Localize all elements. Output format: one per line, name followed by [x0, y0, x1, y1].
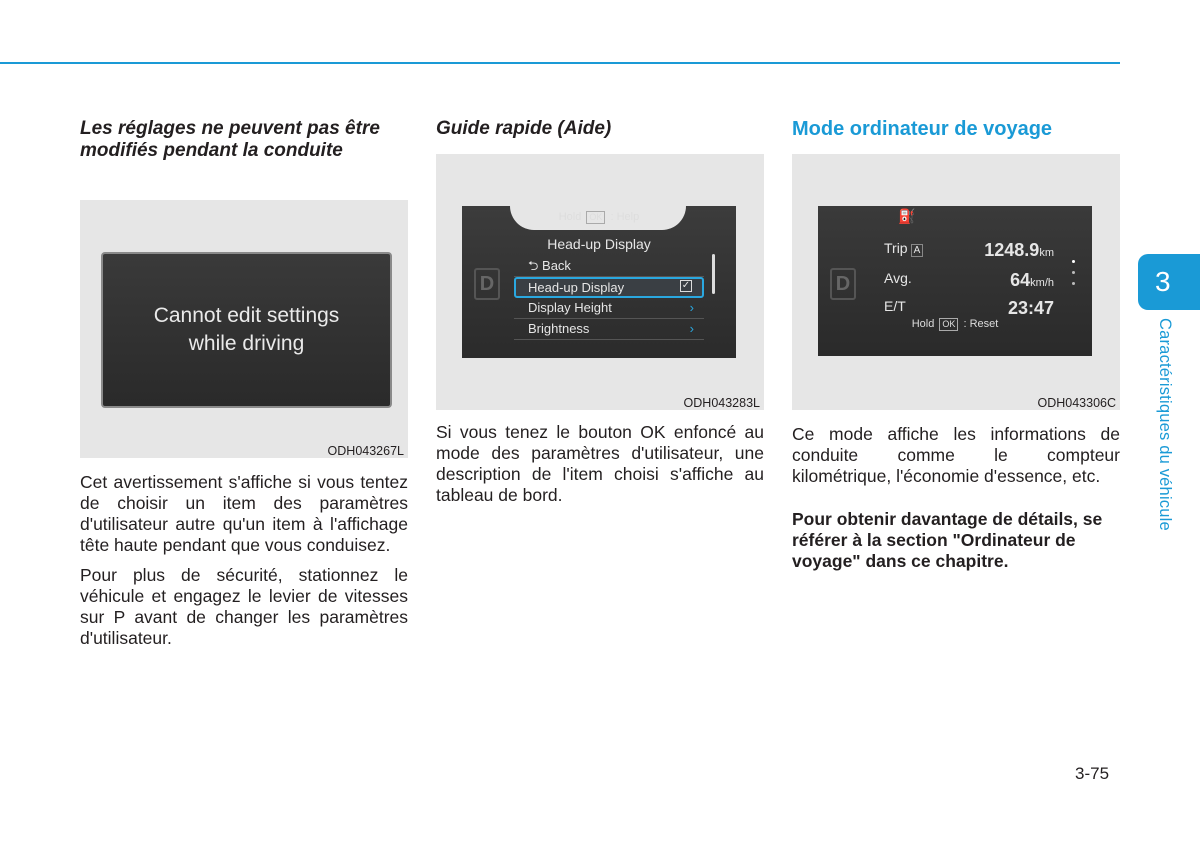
hold-ok-help [462, 211, 736, 224]
avg-value: 64 [1010, 270, 1031, 290]
trip-value: 1248.9 [984, 240, 1040, 260]
figure-quick-help [436, 154, 764, 410]
gear-indicator: D [830, 268, 856, 300]
cluster-warning-screen [101, 252, 392, 408]
chevron-right-icon: › [689, 300, 694, 315]
settings-menu [514, 256, 704, 340]
figure-code: ODH043283L [683, 396, 760, 410]
menu-item-label: Brightness [528, 321, 590, 336]
menu-item-back [514, 256, 704, 277]
avg-label: Avg. [884, 270, 912, 286]
column-3 [792, 118, 1120, 140]
page-indicator [1072, 260, 1076, 293]
chapter-tab: 3 [1138, 254, 1200, 310]
et-value: 23:47 [1007, 298, 1054, 318]
heading-trip-computer-mode: Mode ordinateur de voyage [792, 118, 1053, 140]
warning-line-1: Cannot edit settings [153, 304, 340, 327]
paragraph: Ce mode affiche les informations de conduite comme le compteur kilométrique, l'économie d'essence, etc. [792, 424, 1120, 486]
column-2-body [436, 422, 764, 515]
gear-indicator: D [474, 268, 500, 300]
trip-unit: km [1039, 247, 1054, 259]
menu-item-head-up-display [514, 277, 704, 298]
chapter-title [1152, 318, 1174, 558]
checkbox-icon: ✓ [681, 280, 691, 291]
page-number: 3-75 [1075, 764, 1110, 783]
menu-item-display-height [514, 298, 704, 319]
column-1-body [80, 472, 408, 658]
chapter-title-text: Caractéristiques du véhicule [1156, 318, 1174, 531]
note-see-trip-computer: Pour obtenir davantage de détails, se référer à la section "Ordinateur de voyage" dans ce chapitre. [792, 509, 1103, 571]
avg-unit: km/h [1030, 277, 1054, 289]
column-2 [436, 118, 764, 140]
trip-badge: A [911, 244, 924, 257]
top-rule [0, 62, 1120, 64]
scrollbar [712, 254, 715, 294]
column-1 [80, 118, 408, 162]
heading-no-edit-while-driving: Les réglages ne peuvent pas être modifiés pendant la conduite [80, 118, 380, 161]
hold-ok-reset [818, 318, 1092, 331]
reset-label: : Reset [963, 318, 999, 330]
column-3-body [792, 424, 1120, 581]
figure-trip-computer [792, 154, 1120, 410]
cluster-trip-screen [818, 206, 1092, 356]
chevron-right-icon: › [689, 321, 694, 336]
ok-badge: OK [586, 211, 605, 224]
warning-line-2: while driving [188, 332, 305, 355]
fuel-pump-icon: ⛽ [898, 208, 916, 224]
heading-quick-guide: Guide rapide (Aide) [436, 118, 612, 139]
figure-code: ODH043306C [1037, 396, 1116, 410]
hold-label: Hold [558, 211, 582, 223]
figure-cannot-edit [80, 200, 408, 458]
figure-code: ODH043267L [327, 444, 404, 458]
menu-item-brightness [514, 319, 704, 340]
paragraph: Si vous tenez le bouton OK enfoncé au mode des paramètres d'utilisateur, une description de l'item choisi s'affiche au tableau de bord. [436, 422, 764, 505]
menu-item-label: ⮌ Back [528, 258, 571, 273]
menu-title: Head-up Display [547, 236, 651, 252]
trip-label: Trip [884, 240, 908, 256]
help-label: : Help [610, 211, 640, 223]
ok-badge: OK [939, 318, 958, 331]
hold-label: Hold [911, 318, 935, 330]
paragraph: Pour plus de sécurité, stationnez le véhicule et engagez le levier de vitesses sur P avant de changer les paramètres d'utilisateur. [80, 565, 408, 648]
et-label: E/T [884, 298, 906, 314]
menu-item-label: Display Height [528, 300, 612, 315]
cluster-hud-menu-screen [462, 206, 736, 358]
paragraph: Cet avertissement s'affiche si vous tentez de choisir un item des paramètres d'utilisateur autre qu'un item à l'affichage tête haute pendant que vous conduisez. [80, 472, 408, 555]
menu-item-label: Head-up Display [528, 280, 625, 295]
